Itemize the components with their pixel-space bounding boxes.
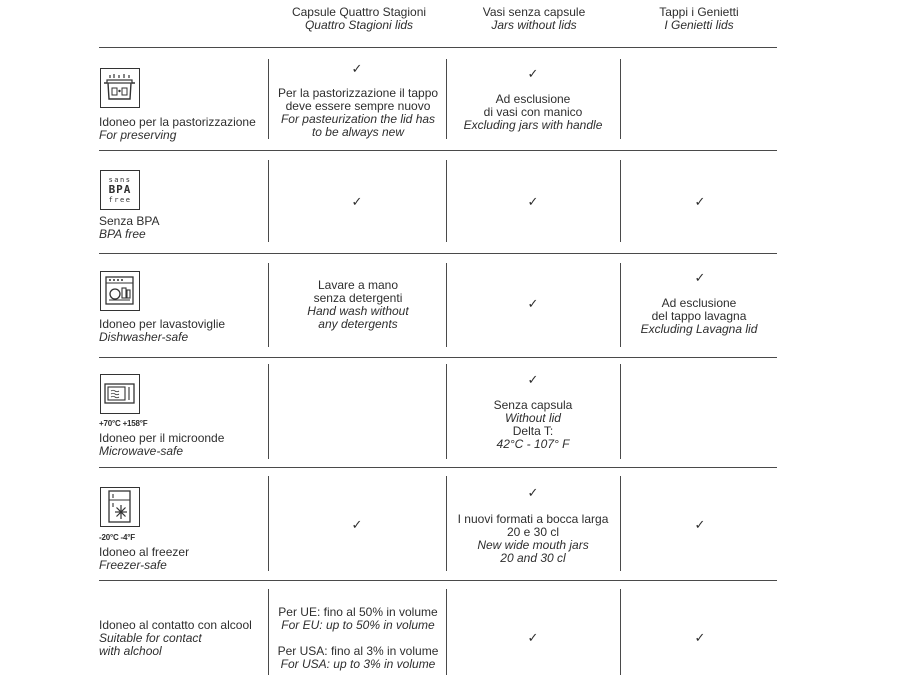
row-label-en: Freezer-safe: [99, 558, 167, 572]
row-label-alcohol: [99, 619, 252, 658]
row-label-it: Idoneo al contatto con alcool: [99, 618, 252, 632]
table-divider: [99, 150, 777, 151]
check-mark: ✓: [527, 485, 539, 500]
column-divider: [446, 160, 447, 242]
cell-note-line: Per USA: fino al 3% in volume: [277, 644, 439, 658]
cell-note-line: Delta T:: [512, 424, 554, 438]
column-header-jars-en: Jars without lids: [491, 18, 577, 32]
cell-note-line: senza detergenti: [313, 291, 403, 305]
cell-note-line: New wide mouth jars: [477, 538, 589, 552]
column-header-genietti-it: Tappi i Genietti: [659, 5, 739, 19]
column-header-genietti-en: I Genietti lids: [664, 18, 734, 32]
row-label-dishwasher: [99, 318, 225, 344]
column-divider: [268, 59, 269, 139]
column-divider: [620, 160, 621, 242]
column-header-capsule: [270, 6, 448, 32]
table-divider: [99, 580, 777, 581]
cell-note-line: del tappo lavagna: [651, 309, 747, 323]
row-label-it: Idoneo al freezer: [99, 545, 190, 559]
cell-note-line: Ad esclusione: [495, 92, 571, 106]
column-divider: [268, 476, 269, 571]
cell-note-line: Lavare a mano: [317, 278, 399, 292]
column-header-capsule-it: Capsule Quattro Stagioni: [291, 5, 427, 19]
temperature-range: -20°C -4°F: [99, 533, 135, 542]
check-mark: ✓: [351, 194, 363, 209]
table-divider: [99, 253, 777, 254]
row-label-en: Dishwasher-safe: [99, 330, 189, 344]
microwave-icon: [100, 374, 140, 414]
freezer-icon: [100, 487, 140, 527]
column-divider: [268, 589, 269, 675]
column-divider: [268, 263, 269, 347]
table-divider: [99, 357, 777, 358]
check-mark: ✓: [527, 372, 539, 387]
check-mark: ✓: [527, 296, 539, 311]
bpa-icon-text: BPA: [108, 183, 132, 196]
cell-note-line: Per UE: fino al 50% in volume: [278, 605, 438, 619]
column-divider: [620, 59, 621, 139]
row-label-en: Microwave-safe: [99, 444, 184, 458]
cell-note-line: Per la pastorizzazione il tappo: [277, 86, 439, 100]
cell-note-line: For EU: up to 50% in volume: [281, 618, 435, 632]
check-mark: ✓: [694, 630, 706, 645]
cell-note-line: Excluding jars with handle: [463, 118, 603, 132]
cell-note-line: For USA: up to 3% in volume: [280, 657, 436, 671]
check-mark: ✓: [527, 630, 539, 645]
cell-note: [446, 513, 620, 565]
column-divider: [620, 589, 621, 675]
check-mark: ✓: [694, 194, 706, 209]
column-header-genietti: [620, 6, 778, 32]
cell-note-line: 20 e 30 cl: [506, 525, 560, 539]
cell-note-line: I nuovi formati a bocca larga: [457, 512, 609, 526]
check-mark: ✓: [694, 270, 706, 285]
column-divider: [620, 364, 621, 459]
cell-note: [270, 606, 446, 671]
row-label-it: Idoneo per il microonde: [99, 431, 225, 445]
cell-note-line: deve essere sempre nuovo: [285, 99, 431, 113]
pot-boiling-icon: [100, 68, 140, 108]
column-header-jars: [448, 6, 620, 32]
row-label-en: with alchool: [99, 644, 162, 658]
row-label-it: Idoneo per la pastorizzazione: [99, 115, 256, 129]
cell-note-line: Excluding Lavagna lid: [640, 322, 758, 336]
cell-note-line: For pasteurization the lid has: [280, 112, 436, 126]
column-header-capsule-en: Quattro Stagioni lids: [304, 18, 414, 32]
row-label-en: For preserving: [99, 128, 177, 142]
cell-note-line: Senza capsula: [493, 398, 573, 412]
cell-note-line: 20 and 30 cl: [500, 551, 566, 565]
cell-note-line: any detergents: [318, 317, 398, 331]
column-divider: [620, 476, 621, 571]
bpa-icon-text: free: [108, 196, 132, 204]
cell-note-line: to be always new: [311, 125, 405, 139]
check-mark: ✓: [527, 194, 539, 209]
check-mark: ✓: [527, 66, 539, 81]
cell-note: [270, 279, 446, 331]
column-divider: [268, 364, 269, 459]
row-label-en: Suitable for contact: [99, 631, 202, 645]
row-label-bpa: [99, 215, 159, 241]
cell-note-line: Ad esclusione: [661, 296, 737, 310]
bpa-icon-text: sans: [108, 176, 132, 184]
row-label-en: BPA free: [99, 227, 146, 241]
cell-note-line: 42°C - 107° F: [496, 437, 570, 451]
cell-note-line: di vasi con manico: [483, 105, 583, 119]
cell-note: [446, 93, 620, 132]
bpa-free-icon: [100, 170, 140, 210]
column-header-jars-it: Vasi senza capsule: [482, 5, 586, 19]
row-label-it: Idoneo per lavastoviglie: [99, 317, 226, 331]
dishwasher-icon: [100, 271, 140, 311]
check-mark: ✓: [694, 517, 706, 532]
row-label-it: Senza BPA: [99, 214, 160, 228]
cell-note: [446, 399, 620, 451]
cell-note-line: Hand wash without: [307, 304, 409, 318]
cell-note-line: Without lid: [505, 411, 561, 425]
table-divider: [99, 47, 777, 48]
table-divider: [99, 467, 777, 468]
row-label-freezer: [99, 546, 189, 572]
cell-note: [620, 297, 778, 336]
column-divider: [268, 160, 269, 242]
column-divider: [446, 589, 447, 675]
cell-note: [270, 87, 446, 139]
check-mark: ✓: [351, 61, 363, 76]
column-divider: [446, 263, 447, 347]
row-label-pasteurization: [99, 116, 256, 142]
row-label-microwave: [99, 432, 224, 458]
temperature-range: +70°C +158°F: [99, 419, 148, 428]
check-mark: ✓: [351, 517, 363, 532]
